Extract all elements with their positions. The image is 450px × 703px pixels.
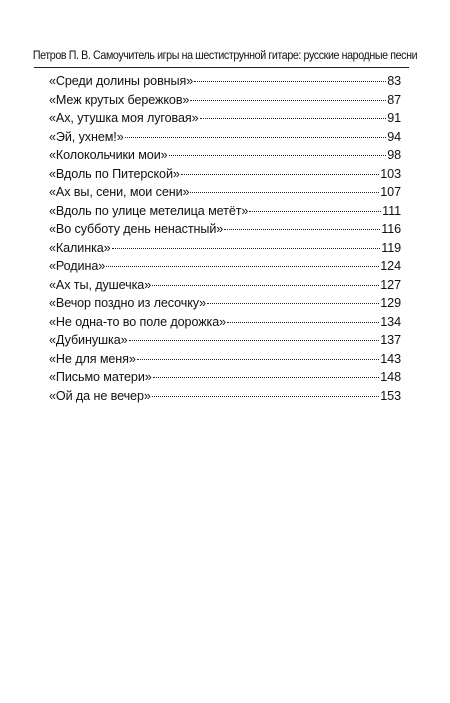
toc-entry-title: «Вдоль по Питерской» — [49, 166, 180, 181]
dot-leader — [249, 211, 381, 212]
dot-leader — [190, 192, 379, 193]
toc-entry[interactable] — [49, 74, 401, 93]
running-head: Петров П. В. Самоучитель игры на шестиструнной гитаре: русские народные песни — [32, 48, 418, 62]
toc-entry[interactable] — [49, 111, 401, 130]
toc-entry-title: «Ах, утушка моя луговая» — [49, 111, 199, 125]
toc-entry[interactable] — [49, 222, 401, 241]
toc-entry-title: «Ой да не вечер» — [49, 388, 151, 403]
toc-entry[interactable] — [49, 167, 401, 186]
table-of-contents — [49, 74, 401, 407]
toc-entry-page: 91 — [387, 111, 401, 125]
toc-entry-page: 83 — [387, 74, 401, 88]
dot-leader — [200, 118, 387, 119]
toc-entry-page: 98 — [387, 148, 401, 162]
dot-leader — [227, 322, 379, 323]
toc-entry-title: «Среди долины ровныя» — [49, 74, 194, 88]
dot-leader — [207, 303, 379, 304]
dot-leader — [125, 137, 387, 138]
dot-leader — [152, 285, 379, 286]
header-rule — [34, 67, 409, 68]
dot-leader — [129, 340, 380, 341]
toc-entry[interactable] — [49, 93, 401, 112]
toc-entry-page: 107 — [380, 185, 401, 199]
toc-entry-page: 111 — [382, 203, 401, 218]
toc-entry-page: 153 — [380, 388, 401, 403]
toc-entry[interactable] — [49, 148, 401, 167]
toc-entry-title: «Во субботу день ненастный» — [49, 222, 224, 236]
toc-entry-title: «Вечор поздно из лесочку» — [49, 296, 207, 310]
dot-leader — [194, 81, 386, 82]
toc-entry-page: 148 — [380, 370, 401, 384]
toc-entry[interactable] — [49, 370, 401, 389]
dot-leader — [152, 396, 380, 397]
toc-entry-title: «Родина» — [49, 259, 106, 273]
toc-entry[interactable] — [49, 278, 401, 297]
toc-entry-title: «Письмо матери» — [49, 370, 152, 384]
toc-entry-title: «Ах ты, душечка» — [49, 277, 152, 292]
toc-entry-title: «Эй, ухнем!» — [49, 129, 124, 144]
dot-leader — [153, 377, 380, 378]
toc-entry[interactable] — [49, 296, 401, 315]
dot-leader — [106, 266, 379, 267]
toc-entry-title: «Калинка» — [49, 240, 111, 255]
toc-entry-page: 127 — [380, 277, 401, 292]
toc-entry-page: 124 — [380, 259, 401, 273]
toc-entry-page: 129 — [380, 296, 401, 310]
toc-entry[interactable] — [49, 130, 401, 149]
toc-entry-title: «Не для меня» — [49, 351, 136, 366]
toc-entry[interactable] — [49, 241, 401, 260]
toc-entry-title: «Не одна-то во поле дорожка» — [49, 314, 227, 329]
toc-entry-page: 143 — [380, 351, 401, 366]
dot-leader — [169, 155, 387, 156]
toc-entry-title: «Вдоль по улице метелица метёт» — [49, 203, 249, 218]
toc-entry-title: «Дубинушка» — [49, 333, 128, 347]
toc-entry[interactable] — [49, 204, 401, 223]
toc-entry[interactable] — [49, 315, 401, 334]
dot-leader — [137, 359, 380, 360]
toc-entry-title: «Колокольчики мои» — [49, 148, 168, 162]
toc-entry-page: 103 — [380, 166, 401, 181]
toc-entry[interactable] — [49, 185, 401, 204]
dot-leader — [181, 174, 379, 175]
toc-entry-page: 116 — [381, 222, 401, 236]
toc-entry-page: 87 — [387, 92, 401, 107]
toc-entry-title: «Ах вы, сени, мои сени» — [49, 185, 190, 199]
dot-leader — [190, 100, 386, 101]
toc-entry[interactable] — [49, 352, 401, 371]
toc-entry[interactable] — [49, 389, 401, 408]
toc-entry-page: 94 — [387, 129, 401, 144]
toc-entry-page: 137 — [380, 333, 401, 347]
toc-entry-page: 134 — [380, 314, 401, 329]
toc-entry[interactable] — [49, 259, 401, 278]
dot-leader — [224, 229, 380, 230]
dot-leader — [112, 248, 381, 249]
toc-entry-title: «Меж крутых бережков» — [49, 92, 190, 107]
toc-entry[interactable] — [49, 333, 401, 352]
toc-entry-page: 119 — [381, 240, 401, 255]
